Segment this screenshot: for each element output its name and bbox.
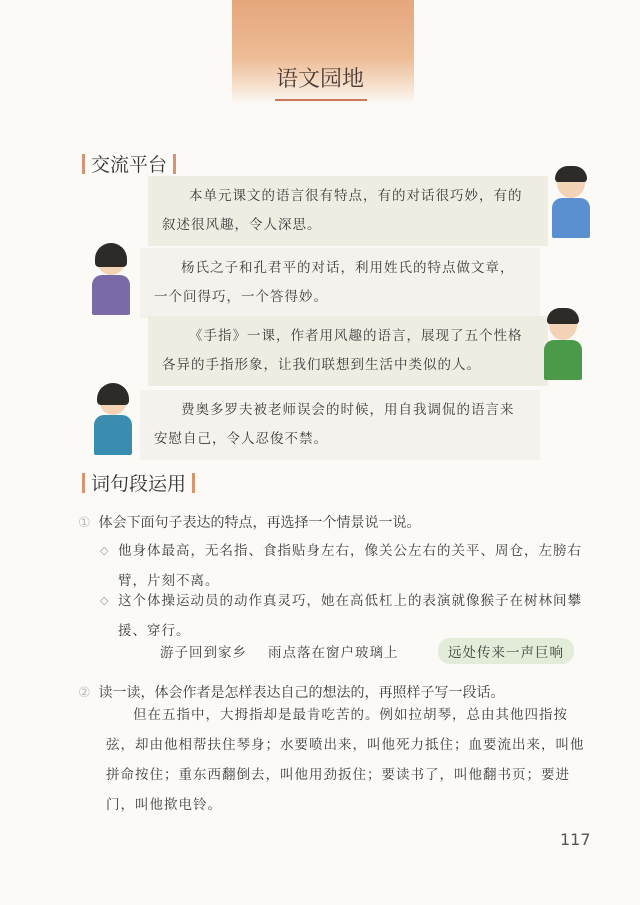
scene-option: 游子回到家乡: [160, 645, 247, 661]
example-2: [100, 586, 588, 646]
section-heading-exchange: [82, 150, 176, 177]
boy-illustration: [548, 168, 594, 240]
example-text: 他身体最高，无名指、食指贴身左右，像关公左右的关平、周仓，左膀右臂，片刻不离。: [118, 543, 582, 589]
speech-bubble: [148, 176, 548, 246]
bubble-text: 《手指》一课，作者用风趣的语言，展现了五个性格各异的手指形象，让我们联想到生活中类似的人。: [162, 328, 523, 373]
bubble-text: 本单元课文的语言很有特点，有的对话很巧妙，有的叙述很风趣，令人深思。: [162, 188, 523, 233]
example-text: 这个体操运动员的动作真灵巧，她在高低杠上的表演就像猴子在树林间攀援、穿行。: [118, 593, 582, 639]
speech-bubble: [140, 390, 540, 460]
title-underline: [275, 99, 367, 101]
section-title: 词句段运用: [91, 473, 187, 495]
question-text: 体会下面句子表达的特点，再选择一个情景说一说。: [98, 515, 421, 531]
bubble-text: 杨氏之子和孔君平的对话，利用姓氏的特点做文章，一个问得巧，一个答得妙。: [154, 260, 515, 305]
page-title: 语文园地: [275, 67, 364, 92]
scene-option: 雨点落在窗户玻璃上: [268, 645, 399, 661]
question-1: [78, 512, 420, 532]
bubble-text: 费奥多罗夫被老师误会的时候，用自我调侃的语言来安慰自己，令人忍俊不禁。: [154, 402, 515, 447]
question-text: 读一读，体会作者是怎样表达自己的想法的，再照样子写一段话。: [98, 685, 505, 701]
scene-option: 远处传来一声巨响: [438, 638, 574, 664]
question-number: ②: [78, 685, 91, 701]
heading-bar: [82, 154, 85, 174]
sample-passage: 但在五指中，大拇指却是最肯吃苦的。例如拉胡琴，总由其他四指按弦，却由他相帮扶住琴身；水要喷出来，叫他死力抵住；血要流出来，叫他拼命按住；重东西翻倒去，叫他用劲扳住；要读书了，叫他翻书页；要进门，叫他揿电铃。: [106, 707, 585, 813]
question-2: [78, 682, 504, 702]
section-title: 交流平台: [91, 154, 168, 176]
heading-bar: [192, 473, 195, 493]
speech-bubble: [148, 316, 548, 386]
heading-bar: [173, 154, 176, 174]
boy-illustration: [540, 310, 586, 382]
girl-illustration: [88, 245, 134, 317]
question-number: ①: [78, 515, 91, 531]
diamond-bullet-icon: ◇: [100, 594, 110, 607]
speech-bubble: [140, 248, 540, 318]
section-heading-words: [82, 469, 195, 496]
page-number: 117: [560, 830, 591, 849]
girl-illustration: [90, 385, 136, 457]
heading-bar: [82, 473, 85, 493]
diamond-bullet-icon: ◇: [100, 544, 110, 557]
